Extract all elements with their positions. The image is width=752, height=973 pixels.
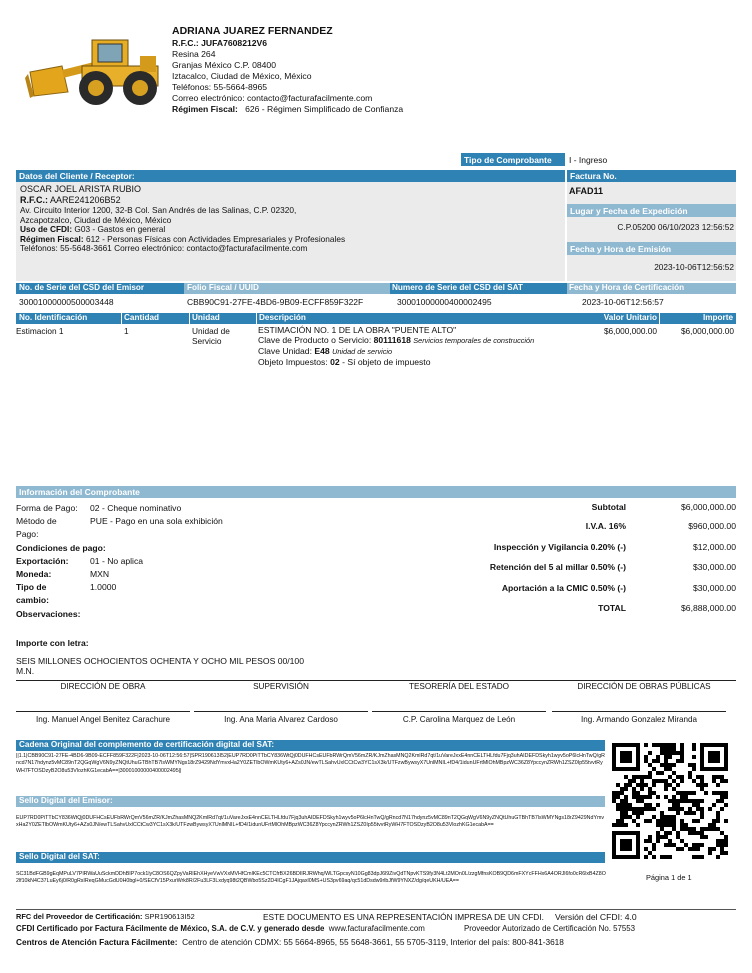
signature-name: Ing. Manuel Angel Benitez Carachure	[35, 715, 171, 724]
cert-date-label: Fecha y Hora de Certificación	[569, 283, 685, 292]
cadena-header: Cadena Original del complemento de certificación digital del SAT:	[16, 740, 605, 751]
issuer-regimen	[172, 104, 403, 114]
footer-version-label: Versión del CFDI:	[555, 912, 623, 922]
item-qty: 1	[124, 326, 129, 336]
issuer-rfc: JUFA7608212V6	[201, 38, 268, 48]
item-unidad-desc: Unidad de servicio	[332, 347, 393, 356]
sello-sat-header: Sello Digital del SAT:	[16, 852, 605, 863]
grand-total-value: $6,888,000.00	[681, 603, 736, 613]
tipo-value: I - Ingreso	[569, 155, 608, 165]
sello-sat-text: SC31BdFGB9gEqMPuLV7PlRWaUuSckmDDhBIP7ock1lyC8OS6QZpyVaRlEhXHyeVwVXxMVHfCmlKEc5CTCfrBX26BDIlRJRWhq/WLTGpcsyN10Gg83dpJ6l9ZivQdTNpvKTS9fy3N4Lt2MOn0L/zzgMfnsKOB9QD6mFXYcFFHx6A4ORJl6fo0cR6lxB4Z8O2lf10kN4C37LuEy6j0/R0gRsIReqGMucGdU0H0bgl+0/SECfV15PxurWrk8R/2Fu3LF3Lxdyq98t2QBWbo5Sz2D4ICgF1JAjqaxl0MS+US3pv69aq/qc51dDsdw9rlbJfW9YNXZ/dg/qeUKH/UEA==	[16, 871, 606, 885]
importe-block	[16, 656, 304, 676]
client-cfdi: G03 - Gastos en general	[74, 224, 166, 234]
info-label: Tipo de cambio:	[16, 582, 49, 606]
divider	[16, 909, 736, 910]
issuer-phone: Teléfonos: 55-5664-8965	[172, 82, 268, 92]
client-cfdi-label: Uso de CFDI:	[20, 224, 73, 234]
sello-emisor-header: Sello Digital del Emisor:	[16, 796, 605, 807]
table-row	[16, 325, 736, 373]
item-amount: $6,000,000.00	[680, 326, 734, 336]
client-address-line: Azcapotzalco, Ciudad de México, México	[20, 214, 172, 225]
info-label: Método de Pago:	[16, 516, 57, 540]
signature-name: C.P. Carolina Marquez de León	[402, 715, 516, 724]
issuer-regimen-value: 626 - Régimen Simplificado de Confianza	[245, 104, 404, 114]
info-label: Moneda:	[16, 569, 52, 580]
lugar-label: Lugar y Fecha de Expedición	[567, 204, 736, 217]
info-value: 01 - No aplica	[90, 555, 144, 566]
column-divider	[189, 313, 190, 324]
info-label: Condiciones de pago:	[16, 542, 106, 553]
company-logo	[22, 22, 164, 110]
issuer-name: ADRIANA JUAREZ FERNANDEZ	[172, 25, 333, 37]
item-clave-label: Clave de Producto o Servicio:	[258, 335, 372, 345]
signature-line	[194, 711, 368, 712]
col-header-amount: Importe	[702, 313, 733, 322]
total-label: Subtotal	[591, 502, 626, 512]
client-rfc: AARE241206B52	[50, 195, 121, 205]
column-divider	[121, 313, 122, 324]
importe-label: Importe con letra:	[16, 638, 89, 648]
issuer-block	[172, 25, 372, 104]
signature-title: DIRECCIÓN DE OBRA	[60, 682, 146, 691]
footer-rfc	[16, 912, 195, 921]
item-id: Estimacion 1	[16, 326, 64, 336]
info-value: 02 - Cheque nominativo	[90, 503, 182, 513]
sello-emisor-text: EUP7RD0PiTTbCY836WtQj0DUFHCsEUFbRWrQmV56mZR/KJmZhasMNQ2KmlRd7qt/1uVareJxxE4nnCELTHLfdu7Fjq3uhAIDEFDSkyh1wyv5oP6lcHnTwQ/gRncd7N17hdynz5vMC89nT2QGqWgV6N9yZNQtUhuGTBhTB7lsWMYNgs18rZ9429NdYmvxHa2Y0ZETlbOWmKUty6+AZs0JN/ewTLSahvUxlCCtCw3YC1sX3k/UTFzwBywsyX7UnlMNIL+fD4/1idunUFrtMlOhMBpzWC36Z8YpccynZRWh1ZSZ0Ip55tvvtRyWH7FTOSDzyB2O8u53VlozhKG1ecabA==	[16, 815, 605, 829]
item-obj: 02	[330, 357, 340, 367]
info-fields	[16, 502, 223, 621]
col-header-unit: Unidad	[192, 313, 220, 322]
info-value: 1.0000	[90, 582, 117, 593]
footer-cert-label: CFDI Certificado por Factura Fácilmente de México, S.A. de C.V. y generado desde	[16, 924, 325, 933]
client-contact: Teléfonos: 55-5648-3661 Correo electrónico: contacto@facturafacilmente.com	[20, 243, 308, 253]
info-label: Observaciones:	[16, 608, 81, 619]
col-header-desc: Descripción	[259, 313, 306, 322]
uuid-label: Folio Fiscal / UUID	[187, 283, 259, 292]
signature-name: Ing. Armando Gonzalez Miranda	[580, 715, 698, 724]
total-label: Aportación a la CMIC 0.50% (-)	[501, 583, 626, 593]
total-value: $960,000.00	[688, 521, 736, 531]
total-value: $30,000.00	[692, 583, 736, 593]
csd-sat-value: 30001000000400002495	[397, 297, 492, 307]
item-unit-value: $6,000,000.00	[603, 326, 657, 336]
footer-cert-url[interactable]: www.facturafacilmente.com	[328, 924, 425, 933]
footer-version-value: 4.0	[624, 912, 637, 922]
footer-provider: Proveedor Autorizado de Certificación No. 57553	[464, 924, 636, 933]
issuer-address-line: Resina 264	[172, 49, 216, 59]
qr-code-icon	[612, 743, 728, 859]
issuer-rfc-label: R.F.C.:	[172, 38, 199, 48]
col-header-qty: Cantidad	[124, 313, 160, 322]
client-regimen: 612 - Personas Físicas con Actividades Empresariales y Profesionales	[85, 233, 346, 244]
info-label: Exportación:	[16, 555, 69, 566]
total-value: $30,000.00	[692, 562, 736, 572]
total-label: I.V.A. 16%	[585, 521, 626, 531]
client-header: Datos del Cliente / Receptor:	[16, 170, 565, 182]
footer-rfc-label: RFC del Proveedor de Certificación:	[16, 912, 143, 921]
signature-line	[552, 711, 726, 712]
signature-title: SUPERVISIÓN	[253, 682, 309, 691]
item-unidad-label: Clave Unidad:	[258, 346, 312, 356]
client-rfc-label: R.F.C.:	[20, 195, 48, 205]
col-header-unit-value: Valor Unitario	[603, 313, 657, 322]
info-label: Forma de Pago:	[16, 503, 78, 513]
page-number: Página 1 de 1	[646, 873, 692, 882]
total-value: $12,000.00	[692, 542, 736, 552]
cert-date-value: 2023-10-06T12:56:57	[582, 297, 664, 307]
client-block	[20, 184, 345, 254]
issuer-address-line: Granjas México C.P. 08400	[172, 60, 276, 70]
item-obj-desc: - Sí objeto de impuesto	[342, 357, 431, 367]
footer-centros-value: Centro de atención CDMX: 55 5664-8965, 55 5648-3661, 55 5705-3119, Interior del país: 800-841-3618	[182, 937, 564, 947]
wheel-loader-image	[22, 22, 164, 110]
item-unit: Unidad de Servicio	[192, 326, 230, 346]
info-header: Información del Comprobante	[16, 486, 736, 498]
item-clave: 80111618	[373, 335, 411, 345]
info-value: PUE - Pago en una sola exhibición	[90, 516, 223, 527]
item-clave-desc: Servicios temporales de construcción	[413, 336, 535, 345]
csd-emisor-value: 30001000000500003448	[19, 297, 114, 307]
lugar-value: C.P.05200 06/10/2023 12:56:52	[617, 222, 734, 232]
column-divider	[256, 313, 257, 324]
item-obj-label: Objeto Impuestos:	[258, 357, 328, 367]
footer-centros-label: Centros de Atención Factura Fácilmente:	[16, 937, 178, 947]
item-unidad: E48	[314, 346, 330, 356]
signature-title: TESORERÍA DEL ESTADO	[408, 682, 510, 691]
importe-value: SEIS MILLONES OCHOCIENTOS OCHENTA Y OCHO MIL PESOS 00/100	[16, 656, 304, 666]
footer-cert	[16, 924, 425, 933]
signature-line	[372, 711, 546, 712]
factura-label: Factura No.	[567, 170, 736, 182]
client-regimen-label: Régimen Fiscal:	[20, 233, 84, 244]
item-description	[258, 325, 578, 367]
footer-centros	[16, 937, 564, 947]
column-divider	[659, 313, 660, 324]
signature-line	[16, 711, 190, 712]
footer-version	[555, 912, 637, 922]
csd-sat-label: Numero de Serie del CSD del SAT	[392, 283, 523, 292]
footer-rfc-value: SPR190613I52	[144, 912, 195, 921]
grand-total-label: TOTAL	[598, 603, 626, 613]
signature-title: DIRECCIÓN DE OBRAS PÚBLICAS	[577, 682, 711, 691]
total-value: $6,000,000.00	[681, 502, 736, 512]
col-header-id: No. Identificación	[19, 313, 88, 322]
total-label: Retención del 5 al millar 0.50% (-)	[489, 562, 626, 572]
factura-number: AFAD11	[569, 186, 604, 196]
info-value: MXN	[90, 569, 110, 580]
divider	[16, 680, 736, 681]
signature-name: Ing. Ana Maria Alvarez Cardoso	[224, 715, 338, 724]
footer-representacion: ESTE DOCUMENTO ES UNA REPRESENTACIÓN IMPRESA DE UN CFDI.	[263, 912, 544, 922]
client-name: OSCAR JOEL ARISTA RUBIO	[20, 184, 142, 194]
importe-value-suffix: M.N.	[16, 666, 35, 676]
issuer-regimen-label: Régimen Fiscal:	[172, 104, 238, 114]
client-address-line: Av. Circuito Interior 1200, 32-B Col. San Andrés de las Salinas, C.P. 02320,	[20, 205, 297, 215]
emision-value: 2023-10-06T12:56:52	[654, 262, 734, 272]
total-label: Inspección y Vigilancia 0.20% (-)	[493, 542, 626, 552]
cadena-text: ||1.1|CBB90C91-27FE-4BD6-9B09-ECFF859F322F|2023-10-06T12:56:57|SPR190613I52|EUP7RD0PiTTbCY836WtQj0DUFHCsEUFbRWrQmV56mZR/KJmZhasMNQ2KmlRd7qt/1uVareJxxE4nnCELTHLfdu7Fjq3uhAIDEFDSkyh1wyv5oP6lcHnTwQ/gRncd7N17hdynz5vMC89nT2QGqWgV6N9yZNQtUhuGTBhTB7lsWMYNgs18rZ9429NdYmvxHa2Y0ZETlbOWmKUty6+AZs0JN/ewTLSahvUxlCCtCw3YC1sX3k/UTFzwBywsyX7UnlMNIL+fD4/1idunUFrtMlOhMBpzWC36Z8YpccynZRWh1ZSZ0Ip55tvvtRyWH7FTOSDzyB2O8u53VlozhKG1ecabA==|30001000000400002495||	[16, 753, 605, 774]
issuer-email: Correo electrónico: contacto@facturafacilmente.com	[172, 93, 373, 103]
item-desc-title: ESTIMACIÓN NO. 1 DE LA OBRA "PUENTE ALTO"	[258, 325, 457, 335]
uuid-value: CBB90C91-27FE-4BD6-9B09-ECFF859F322F	[187, 297, 364, 307]
issuer-address-line: Iztacalco, Ciudad de México, México	[172, 71, 312, 81]
totals-block	[420, 502, 736, 619]
emision-label: Fecha y Hora de Emisión	[567, 242, 736, 255]
csd-emisor-label: No. de Serie del CSD del Emisor	[19, 283, 145, 292]
tipo-label: Tipo de Comprobante	[461, 153, 565, 166]
